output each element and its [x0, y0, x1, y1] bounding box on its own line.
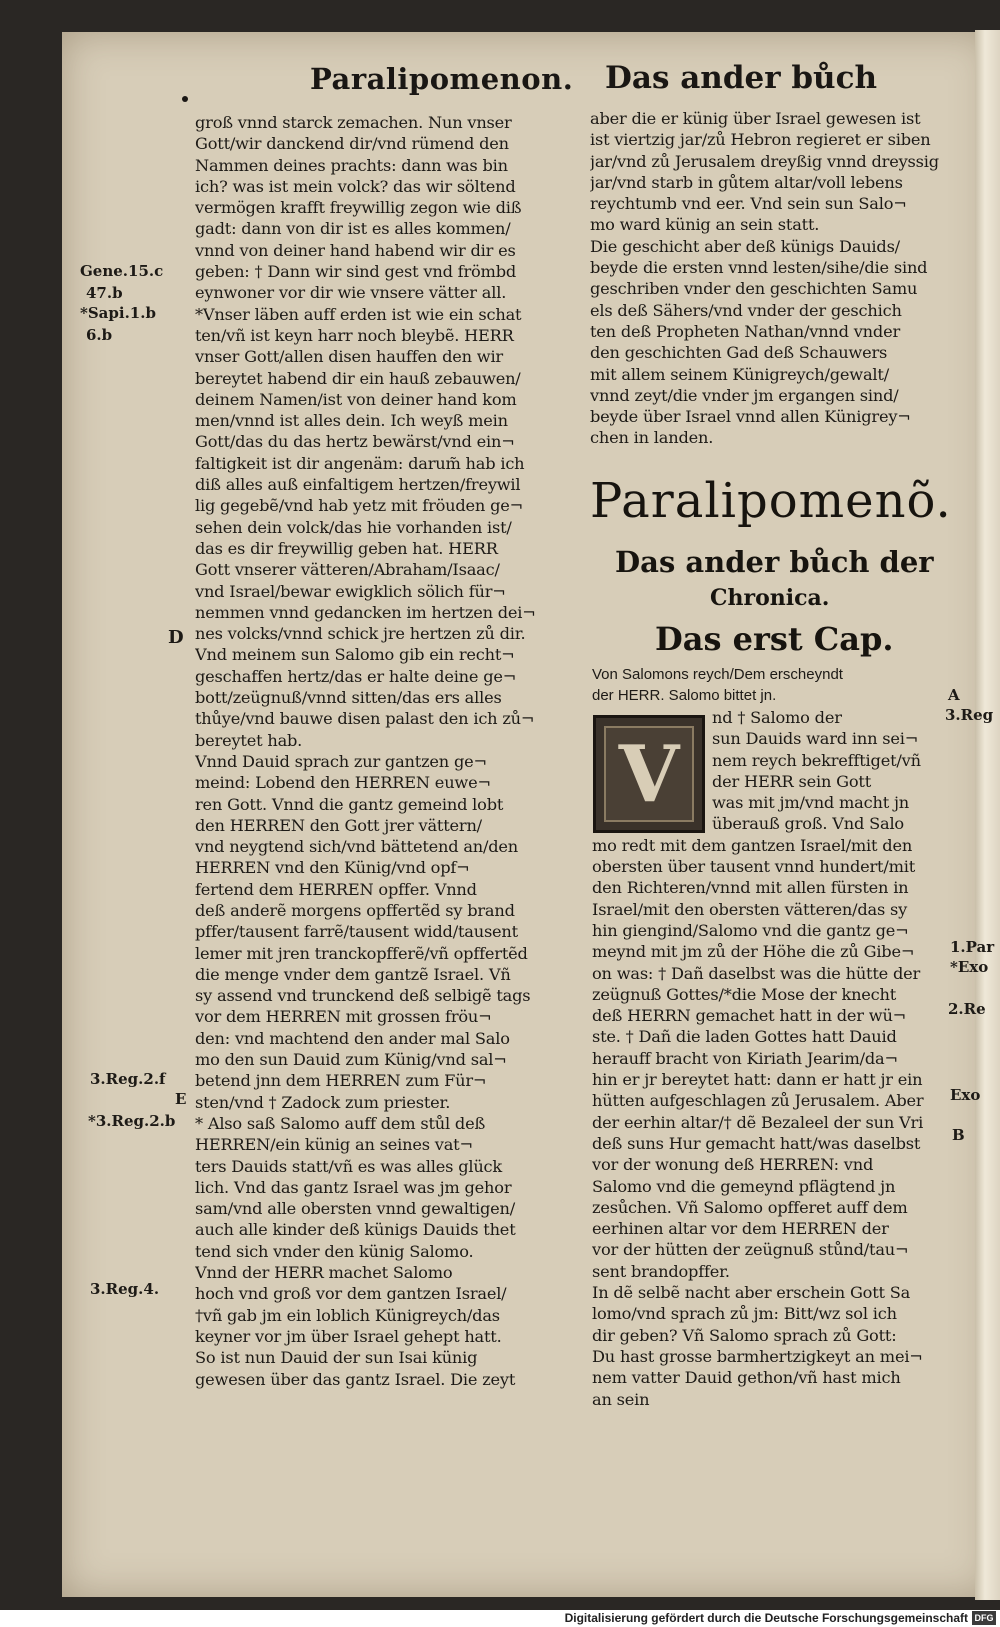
text-line: sehen dein volck/das hie vorhanden ist/ [195, 517, 512, 537]
margin-note: 6.b [86, 326, 113, 344]
text-line: zeügnuß Gottes/*die Mose der knecht [592, 984, 897, 1004]
text-line: zesůchen. Vñ Salomo opfferet auff dem [592, 1197, 908, 1217]
text-line: Salomo vnd die gemeynd pflägtend jn [592, 1176, 896, 1196]
text-line: mo ward künig an sein statt. [590, 215, 820, 235]
text-line: vnd neygtend sich/vnd bättetend an/den [195, 837, 519, 857]
text-line: mo redt mit dem gantzen Israel/mit den [592, 835, 913, 855]
text-line: vnser Gott/allen disen hauffen den wir [195, 347, 503, 367]
text-line: pffer/tausent farrẽ/tausent widd/tausent [195, 922, 518, 942]
text-line: Vnd meinem sun Salomo gib ein recht¬ [195, 645, 515, 665]
text-line: sten/vnd † Zadock zum priester. [195, 1092, 451, 1112]
text-line: nemmen vnnd gedancken im hertzen dei¬ [195, 602, 536, 622]
text-line: vnnd zeyt/die vnder jm ergangen sind/ [590, 385, 899, 405]
text-line: ist viertzig jar/zů Hebron regieret er siben [590, 130, 931, 150]
text-line: sent brandopffer. [592, 1261, 730, 1281]
margin-note: Gene.15.c [80, 262, 164, 280]
text-line: Gott vnserer vätteren/Abraham/Isaac/ [195, 560, 500, 580]
chapter-heading: Das erst Cap. [655, 620, 894, 658]
left-text-column [195, 112, 563, 1390]
right-text-column-body [592, 707, 977, 1410]
text-line: geschaffen hertz/das er halte deine ge¬ [195, 666, 517, 686]
text-line: was mit jm/vnd macht jn [712, 793, 910, 813]
text-line: aber die er künig über Israel gewesen ist [590, 109, 921, 128]
chapter-summary [592, 664, 967, 706]
running-header-right: Das ander bůch [605, 60, 877, 96]
margin-note: 3.Reg.2.f [90, 1070, 166, 1088]
text-line: So ist nun Dauid der sun Isai künig [195, 1348, 478, 1368]
text-line: nd † Salomo der [712, 708, 842, 727]
margin-note: *Exo [950, 958, 989, 976]
text-line: *Vnser läben auff erden ist wie ein schat [195, 304, 522, 324]
text-line: geben: † Dann wir sind gest vnd frömbd [195, 262, 517, 282]
text-line: an sein [592, 1389, 650, 1409]
text-line: * Also saß Salomo auff dem stůl deß [195, 1113, 486, 1133]
text-line: men/vnnd ist alles dein. Ich weyß mein [195, 411, 508, 431]
text-line: hütten aufgeschlagen zů Jerusalem. Aber [592, 1091, 924, 1111]
book-title: Paralipomenõ. [590, 473, 952, 529]
text-line: eerhinen altar vor dem HERREN der [592, 1219, 889, 1239]
text-line: den Richteren/vnnd mit allen fürsten in [592, 878, 909, 898]
text-line: der eerhin altar/† dẽ Bezaleel der sun Vri [592, 1112, 924, 1132]
text-line: herauff bracht von Kiriath Jearim/da¬ [592, 1048, 898, 1068]
text-line: die menge vnder dem gantzẽ Israel. Vñ [195, 964, 511, 984]
text-line: den geschichten Gad deß Schauwers [590, 343, 888, 363]
text-line: überauß groß. Vnd Salo [712, 814, 904, 834]
text-line: gewesen über das gantz Israel. Die zeyt [195, 1369, 516, 1389]
margin-note: 3.Reg [945, 706, 994, 724]
text-line: lemer mit jren tranckopfferẽ/vñ opffertẽd [195, 943, 528, 963]
text-line: nem reych bekrefftiget/vñ [712, 750, 921, 770]
text-line: mo den sun Dauid zum Künig/vnd sal¬ [195, 1050, 507, 1070]
text-line: das es dir freywillig geben hat. HERR [195, 538, 498, 558]
text-line: diß alles auß einfaltigem hertzen/freywil [195, 475, 521, 495]
summary-line: Von Salomons reych/Dem erscheyndt [592, 666, 843, 683]
text-line: on was: † Dañ daselbst was die hütte der [592, 963, 921, 983]
margin-note: 2.Re [948, 1000, 986, 1018]
text-line: tend sich vnder den künig Salomo. [195, 1241, 474, 1261]
text-line: Vnnd Dauid sprach zur gantzen ge¬ [195, 751, 487, 771]
text-line: Vnnd der HERR machet Salomo [195, 1263, 453, 1283]
section-letter: D [168, 627, 184, 648]
text-line: den: vnd machtend den ander mal Salo [195, 1028, 510, 1048]
book-subtitle: Das ander bůch der [615, 545, 934, 579]
summary-line: der HERR. Salomo bittet jn. [592, 687, 777, 704]
text-line: ten deß Propheten Nathan/vnnd vnder [590, 321, 900, 341]
text-line: bott/zeügnuß/vnnd sitten/das ers alles [195, 688, 502, 708]
text-line: dir geben? Vñ Salomo sprach zů Gott: [592, 1325, 897, 1345]
text-line: meind: Lobend den HERREN euwe¬ [195, 773, 491, 793]
text-line: †vñ gab jm ein loblich Künigreych/das [195, 1305, 500, 1325]
text-line: jar/vnd starb in gůtem altar/voll lebens [590, 172, 903, 192]
text-line: nes volcks/vnnd schick jre hertzen zů dir. [195, 624, 526, 644]
text-line: vermögen krafft freywillig zegon wie diß [195, 198, 522, 218]
text-line: meynd mit jm zů der Höhe die zů Gibe¬ [592, 942, 915, 962]
text-line: Du hast grosse barmhertzigkeyt an mei¬ [592, 1346, 923, 1366]
section-letter: E [175, 1090, 187, 1108]
text-line: deß suns Hur gemacht hatt/was daselbst [592, 1133, 921, 1153]
section-letter: A [948, 686, 960, 704]
text-line: obersten über tausent vnnd hundert/mit [592, 857, 916, 877]
text-line: nem vatter Dauid gethon/vñ hast mich [592, 1368, 901, 1388]
text-line: den HERREN den Gott jrer vättern/ [195, 815, 482, 835]
text-line: deß HERRN gemachet hatt in der wü¬ [592, 1006, 907, 1026]
running-header-left: Paralipomenon. [310, 62, 574, 96]
text-line: groß vnnd starck zemachen. Nun vnser [195, 113, 512, 132]
text-line: ich? was ist mein volck? das wir söltend [195, 176, 516, 196]
text-line: hin er jr bereytet hatt: dann er hatt jr ein [592, 1070, 923, 1090]
text-line: reychtumb vnd eer. Vnd sein sun Salo¬ [590, 194, 907, 214]
funding-credit: Digitalisierung gefördert durch die Deutsche Forschungsgemeinschaft [564, 1611, 968, 1625]
text-line: bereytet habend dir ein hauß zebauwen/ [195, 368, 521, 388]
text-line: keyner vor jm über Israel gehept hatt. [195, 1326, 502, 1346]
text-line: hoch vnd groß vor dem gantzen Israel/ [195, 1284, 507, 1304]
text-line: Die geschicht aber deß künigs Dauids/ [590, 236, 900, 256]
margin-note: 47.b [86, 284, 123, 302]
text-line: vor dem HERREN mit grossen fröu¬ [195, 1007, 492, 1027]
margin-note: 3.Reg.4. [90, 1280, 160, 1298]
text-line: vor der wonung deß HERREN: vnd [592, 1155, 874, 1175]
text-line: mit allem seinem Künigreych/gewalt/ [590, 364, 889, 384]
text-line: sy assend vnd trunckend deß selbigẽ tags [195, 986, 531, 1006]
right-text-column-top [590, 108, 970, 449]
text-line: HERREN/ein künig an seines vat¬ [195, 1135, 473, 1155]
text-line: hin giengind/Salomo vnd die gantz ge¬ [592, 920, 909, 940]
text-line: betend jnn dem HERREN zum Für¬ [195, 1071, 487, 1091]
text-line: eynwoner vor dir wie vnsere vätter all. [195, 283, 507, 303]
printer-mark [182, 96, 188, 102]
text-line: els deß Sähers/vnd vnder der geschich [590, 300, 902, 320]
margin-note: *3.Reg.2.b [88, 1112, 176, 1130]
text-line: vor der hütten der zeügnuß stůnd/tau¬ [592, 1240, 909, 1260]
text-line: deinem Namen/ist von deiner hand kom [195, 389, 517, 409]
text-line: sun Dauids ward inn sei¬ [712, 729, 919, 749]
text-line: Israel/mit den obersten vätteren/das sy [592, 899, 908, 919]
text-line: fertend dem HERREN opffer. Vnnd [195, 879, 477, 899]
text-line: ste. † Dañ die laden Gottes hatt Dauid [592, 1027, 897, 1047]
text-line: beyde die ersten vnnd lesten/sihe/die sind [590, 258, 928, 278]
book-subtitle-2: Chronica. [710, 585, 830, 611]
text-line: vnd Israel/bewar ewigklich sölich für¬ [195, 581, 506, 601]
text-line: Gott/das du das hertz bewärst/vnd ein¬ [195, 432, 515, 452]
text-line: gadt: dann von dir ist es alles kommen/ [195, 219, 511, 239]
text-line: lig gegebẽ/vnd hab yetz mit fröuden ge¬ [195, 496, 524, 516]
text-line: bereytet hab. [195, 730, 303, 750]
text-line: geschriben vnder den geschichten Samu [590, 279, 918, 299]
margin-note: *Sapi.1.b [80, 304, 156, 322]
text-line: jar/vnd zů Jerusalem dreyßig vnnd dreyssig [590, 151, 939, 171]
text-line: sam/vnd alle obersten vnnd gewaltigen/ [195, 1199, 515, 1219]
text-line: In dẽ selbẽ nacht aber erschein Gott Sa [592, 1283, 911, 1303]
initial-letter: V [618, 728, 680, 820]
margin-note: 1.Par [950, 938, 995, 956]
page-edge [975, 30, 1000, 1600]
text-line: ters Dauids statt/vñ es was alles glück [195, 1156, 503, 1176]
text-line: Nammen deines prachts: dann was bin [195, 155, 508, 175]
text-line: der HERR sein Gott [712, 771, 872, 791]
section-letter: B [952, 1126, 965, 1144]
text-line: thůye/vnd bauwe disen palast den ich zů¬ [195, 709, 535, 729]
text-line: chen in landen. [590, 428, 714, 448]
text-line: Gott/wir danckend dir/vnd rümend den [195, 134, 509, 154]
text-line: deß anderẽ morgens opffertẽd sy brand [195, 900, 515, 920]
text-line: ten/vñ ist keyn harr noch bleybẽ. HERR [195, 325, 514, 345]
text-line: faltigkeit ist dir angenäm: darum̃ hab ich [195, 453, 525, 473]
text-line: ren Gott. Vnnd die gantz gemeind lobt [195, 794, 504, 814]
dfg-logo: DFG [972, 1611, 996, 1625]
text-line: beyde über Israel vnnd allen Künigrey¬ [590, 407, 911, 427]
text-line: auch alle kinder deß künigs Dauids thet [195, 1220, 516, 1240]
margin-note: Exo [950, 1086, 981, 1104]
text-line: HERREN vnd den Künig/vnd opf¬ [195, 858, 470, 878]
text-line: lich. Vnd das gantz Israel was jm gehor [195, 1177, 512, 1197]
text-line: vnnd von deiner hand habend wir dir es [195, 240, 516, 260]
text-line: lomo/vnd sprach zů jm: Bitt/wz sol ich [592, 1304, 897, 1324]
